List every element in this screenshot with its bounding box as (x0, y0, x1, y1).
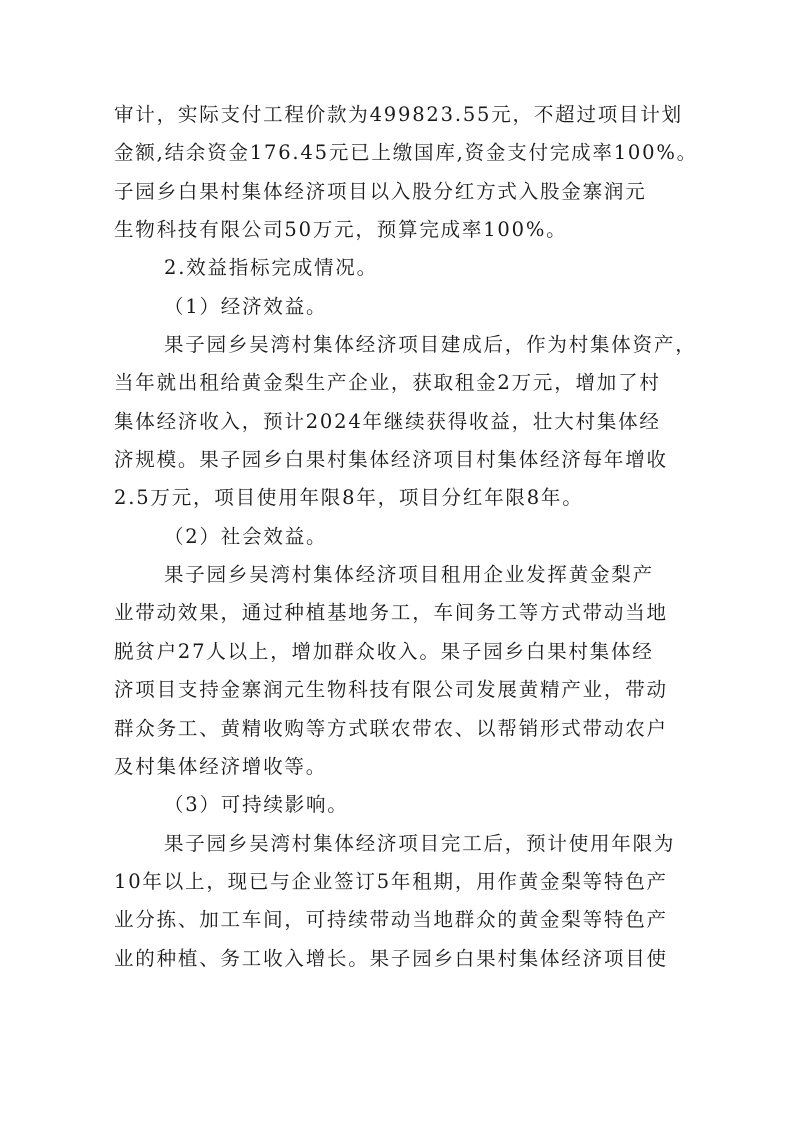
text-line: 及村集体经济增收等。 (114, 754, 328, 778)
subsection-heading: （2）社会效益。 (164, 524, 328, 548)
text-line: 业带动效果，通过种植基地务工，车间务工等方式带动当地 (114, 601, 668, 625)
text-line: 集体经济收入，预计2024年继续获得收益，壮大村集体经 (114, 409, 661, 433)
paragraph-start-line: 果子园乡吴湾村集体经济项目租用企业发挥黄金梨产 (164, 563, 654, 587)
text-line: 业的种植、务工收入增长。果子园乡白果村集体经济项目使 (114, 946, 668, 970)
text-line: 当年就出租给黄金梨生产企业，获取租金2万元，增加了村 (114, 371, 661, 395)
text-line: 脱贫户27人以上，增加群众收入。果子园乡白果村集体经 (114, 639, 654, 663)
paragraph-start-line: 果子园乡吴湾村集体经济项目完工后，预计使用年限为 (164, 831, 676, 855)
body-text (114, 96, 698, 978)
text-line: 业分拣、加工车间，可持续带动当地群众的黄金梨等特色产 (114, 908, 668, 932)
text-line: 金额,结余资金176.45元已上缴国库,资金支付完成率100%。 (114, 141, 698, 165)
subsection-heading: （1）经济效益。 (164, 294, 328, 318)
text-line: 群众务工、黄精收购等方式联农带农、以帮销形式带动农户 (114, 716, 668, 740)
text-line: 生物科技有限公司50万元，预算完成率100%。 (114, 218, 568, 242)
paragraph-start-line: 果子园乡吴湾村集体经济项目建成后，作为村集体资产， (164, 333, 697, 357)
text-line: 济规模。果子园乡白果村集体经济项目村集体经济每年增收 (114, 448, 668, 472)
text-line: 2.5万元，项目使用年限8年，项目分红年限8年。 (114, 486, 584, 510)
text-line: 10年以上，现已与企业签订5年租期，用作黄金梨等特色产 (114, 869, 668, 893)
section-heading: 2.效益指标完成情况。 (164, 256, 378, 280)
text-line: 审计，实际支付工程价款为499823.55元，不超过项目计划 (114, 103, 683, 126)
text-line: 子园乡白果村集体经济项目以入股分红方式入股金寨润元 (114, 179, 647, 203)
subsection-heading: （3）可持续影响。 (164, 793, 349, 817)
text-line: 济项目支持金寨润元生物科技有限公司发展黄精产业，带动 (114, 678, 668, 702)
